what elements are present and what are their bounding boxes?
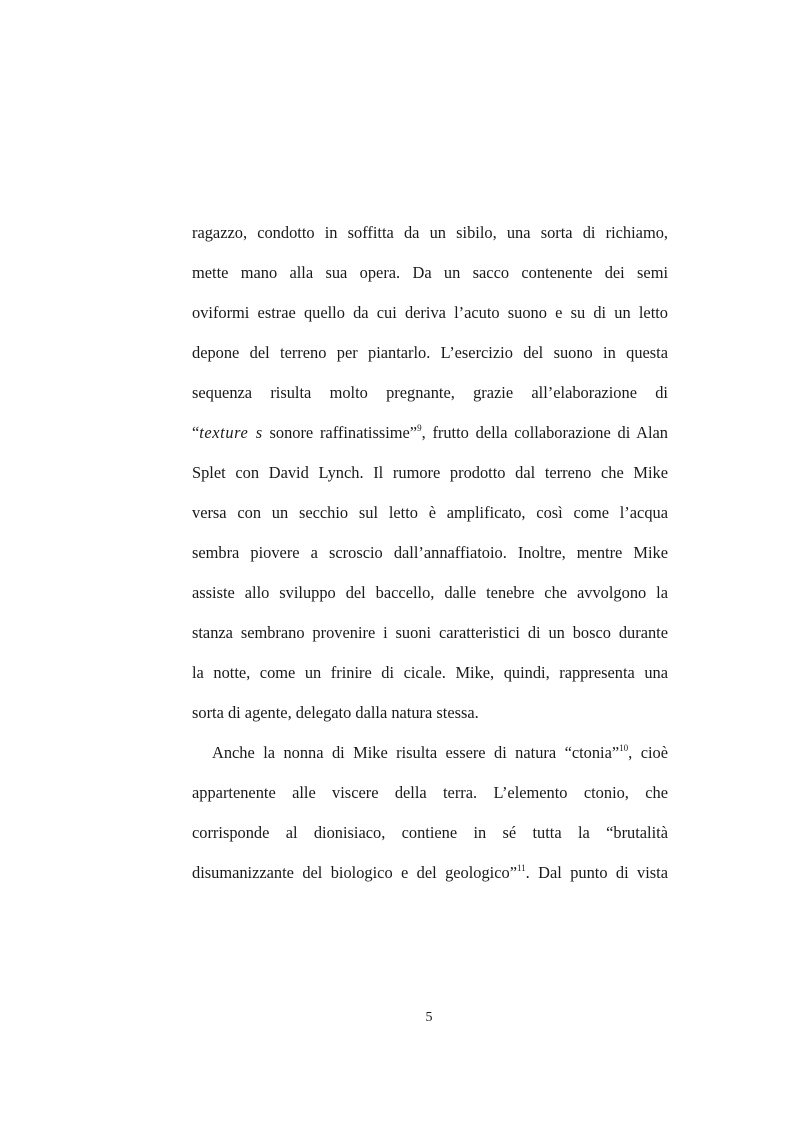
text-segment: disumanizzante del biologico e del geologico” [192, 863, 517, 882]
text-segment: . Dal punto di vista [525, 863, 668, 882]
text-line [192, 693, 668, 733]
italic-term: texture s [199, 423, 263, 442]
text-segment: oviformi estrae quello da cui deriva l’acuto suono e su di un letto [192, 303, 668, 322]
text-line [192, 253, 668, 293]
text-line [192, 413, 668, 453]
text-line [192, 613, 668, 653]
text-segment: depone del terreno per piantarlo. L’esercizio del suono in questa [192, 343, 668, 362]
text-segment: versa con un secchio sul letto è amplificato, così come l’acqua [192, 503, 668, 522]
footnote-ref: 11 [517, 863, 526, 873]
text-segment: corrisponde al dionisiaco, contiene in sé tutta la “brutalità [192, 823, 668, 842]
text-line [192, 453, 668, 493]
text-line [192, 213, 668, 253]
text-segment: assiste allo sviluppo del baccello, dalle tenebre che avvolgono la [192, 583, 668, 602]
page-number: 5 [425, 1010, 433, 1025]
text-segment: sequenza risulta molto pregnante, grazie all’elaborazione di [192, 383, 668, 402]
text-segment: sembra piovere a scroscio dall’annaffiatoio. Inoltre, mentre Mike [192, 543, 668, 562]
text-line [192, 813, 668, 853]
text-segment: , frutto della collaborazione di Alan [421, 423, 668, 442]
text-segment: mette mano alla sua opera. Da un sacco contenente dei semi [192, 263, 668, 282]
text-segment: stanza sembrano provenire i suoni caratteristici di un bosco durante [192, 623, 668, 642]
text-line [192, 533, 668, 573]
text-line [192, 293, 668, 333]
text-line [192, 373, 668, 413]
text-segment: sorta di agente, delegato dalla natura stessa. [192, 703, 479, 722]
text-line [192, 333, 668, 373]
text-segment: appartenente alle viscere della terra. L’elemento ctonio, che [192, 783, 668, 802]
text-line [192, 493, 668, 533]
text-line [192, 773, 668, 813]
text-line [192, 853, 668, 893]
text-line [192, 653, 668, 693]
text-segment: , cioè [628, 743, 668, 762]
text-segment: Splet con David Lynch. Il rumore prodotto dal terreno che Mike [192, 463, 668, 482]
footnote-ref: 9 [417, 423, 422, 433]
text-segment: Anche la nonna di Mike risulta essere di natura “ctonia” [212, 743, 620, 762]
text-segment: ragazzo, condotto in soffitta da un sibilo, una sorta di richiamo, [192, 223, 668, 242]
footnote-ref: 10 [619, 743, 629, 753]
text-segment: “ [192, 423, 200, 442]
text-segment: la notte, come un frinire di cicale. Mike, quindi, rappresenta una [192, 663, 668, 682]
text-segment: sonore raffinatissime” [262, 423, 418, 442]
text-line [192, 573, 668, 613]
text-line [192, 733, 668, 773]
